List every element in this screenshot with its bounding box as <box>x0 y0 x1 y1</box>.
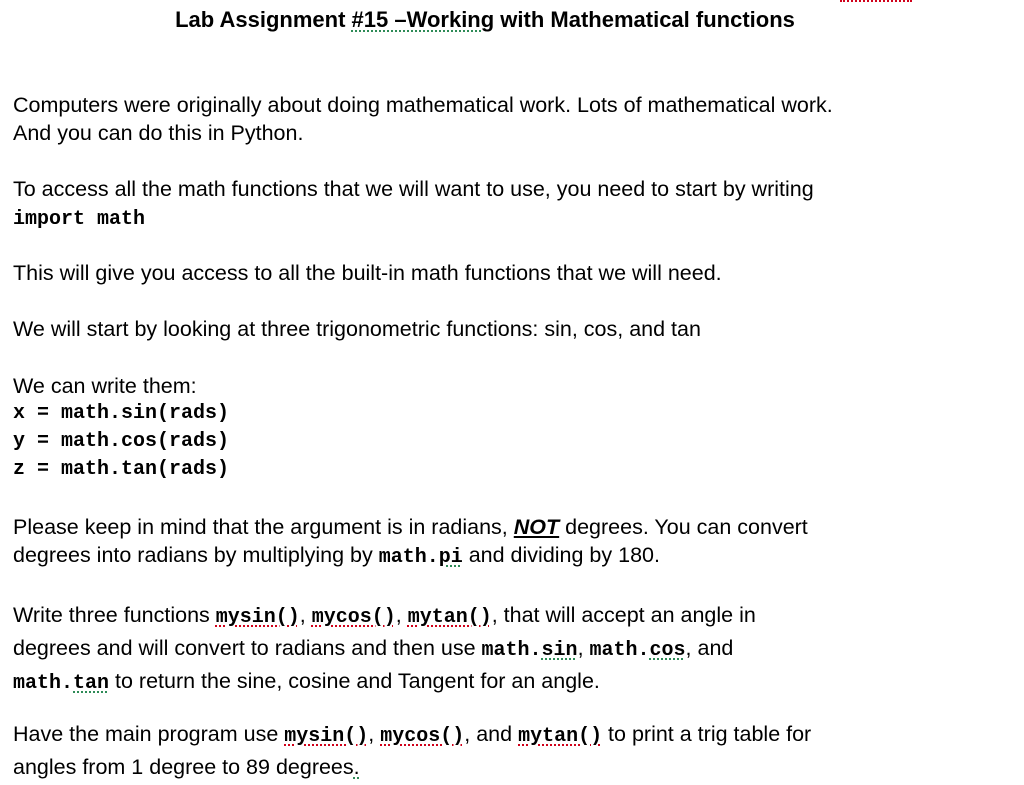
code-math-prefix: math. <box>589 639 650 662</box>
paragraph-radians-line2-b: and dividing by 180. <box>462 543 660 567</box>
paragraph-radians <box>13 513 1013 572</box>
separator: , <box>299 603 312 627</box>
title-text-pre: Lab Assignment <box>175 7 352 32</box>
code-line-cos: y = math.cos(rads) <box>13 430 230 453</box>
paragraph-functions-line3-b: to return the sine, cosine and Tangent for an angle. <box>109 669 600 693</box>
page-title <box>175 7 795 32</box>
paragraph-radians-text-b: degrees. You can convert <box>559 515 808 539</box>
paragraph-write-them-text: We can write them: <box>13 374 197 398</box>
title-text-post: with Mathematical functions <box>494 7 795 32</box>
paragraph-functions-text-b: , that will accept an angle in <box>491 603 756 627</box>
separator: , <box>577 636 590 660</box>
paragraph-import-text: To access all the math functions that we will want to use, you need to start by writing <box>13 177 814 201</box>
code-cos: cos <box>649 639 686 662</box>
paragraph-import <box>13 175 1013 234</box>
spellcheck-mark <box>840 0 912 4</box>
emphasis-not: NOT <box>513 515 560 539</box>
paragraph-functions-text-a: Write three functions <box>13 603 216 627</box>
paragraph-main-program-line2: angles from 1 degree to 89 degrees <box>13 755 354 779</box>
separator: , <box>368 722 381 746</box>
code-math-prefix: math. <box>378 546 439 569</box>
paragraph-write-them <box>13 372 1013 400</box>
code-math-prefix: math. <box>13 672 74 695</box>
paragraph-access <box>13 259 1013 287</box>
code-line-tan: z = math.tan(rads) <box>13 458 230 481</box>
code-tan: tan <box>73 672 110 695</box>
paragraph-intro <box>13 91 1013 147</box>
paragraph-access-text: This will give you access to all the built-in math functions that we will need. <box>13 261 722 285</box>
separator: , and <box>464 722 519 746</box>
code-math-sin <box>482 639 578 662</box>
paragraph-main-program-text-a: Have the main program use <box>13 722 285 746</box>
code-mycos: mycos() <box>380 725 465 748</box>
code-sin: sin <box>541 639 578 662</box>
code-mytan: mytan() <box>518 725 603 748</box>
paragraph-main-program-period: . <box>353 755 360 779</box>
code-mysin: mysin() <box>284 725 369 748</box>
paragraph-radians-text-a: Please keep in mind that the argument is in radians, <box>13 515 514 539</box>
paragraph-radians-line2-a: degrees into radians by multiplying by <box>13 543 379 567</box>
code-mytan: mytan() <box>407 606 492 629</box>
paragraph-main-program-text-b: to print a trig table for <box>602 722 812 746</box>
code-math-tan <box>13 672 109 695</box>
code-mysin: mysin() <box>215 606 300 629</box>
code-math-prefix: math. <box>481 639 542 662</box>
paragraph-trig <box>13 315 1013 343</box>
paragraph-functions-line2-b: , and <box>685 636 734 660</box>
code-import-math: import math <box>13 208 146 231</box>
paragraph-intro-line1: Computers were originally about doing mathematical work. Lots of mathematical work. <box>13 93 833 117</box>
code-math-pi <box>379 546 463 569</box>
code-line-sin: x = math.sin(rads) <box>13 402 230 425</box>
code-pi: pi <box>438 546 463 569</box>
code-math-cos <box>590 639 686 662</box>
title-block <box>0 6 970 34</box>
paragraph-functions-line2-a: degrees and will convert to radians and then use <box>13 636 482 660</box>
separator: , <box>395 603 408 627</box>
paragraph-intro-line2: And you can do this in Python. <box>13 121 304 145</box>
paragraph-functions <box>13 600 1013 699</box>
paragraph-trig-text: We will start by looking at three trigonometric functions: sin, cos, and tan <box>13 317 701 341</box>
title-text-marked: #15 –Working <box>351 7 495 32</box>
paragraph-main-program <box>13 719 1013 783</box>
code-mycos: mycos() <box>311 606 396 629</box>
